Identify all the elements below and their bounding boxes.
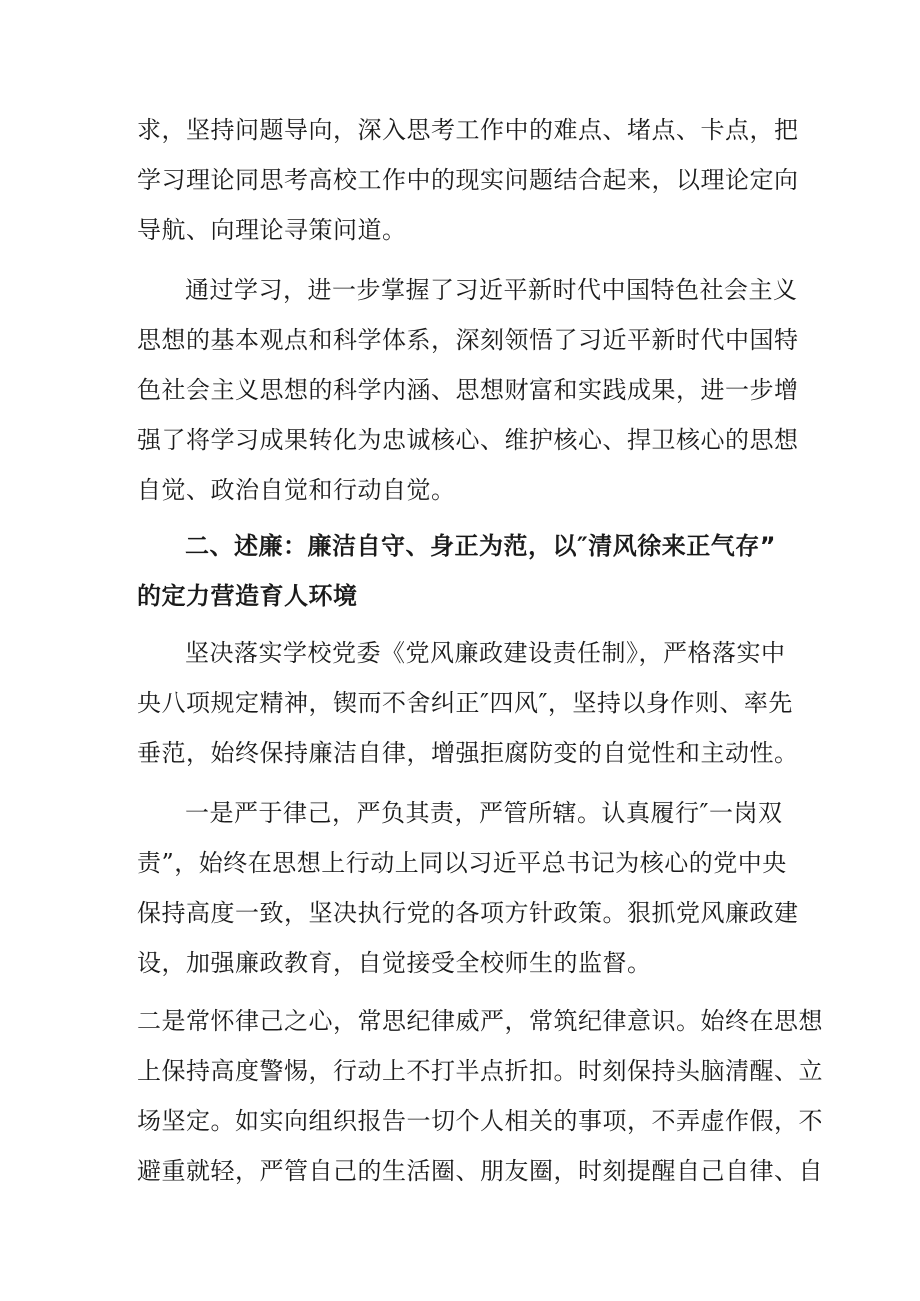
text-line: 一是严于律己，严负其责，严管所辖。认真履行″一岗双: [185, 799, 783, 827]
text-line: 场坚定。如实向组织报告一切个人相关的事项，不弄虚作假，不: [137, 1107, 823, 1135]
text-line: 保持高度一致，坚决执行党的各项方针政策。狠抓党风廉政建: [137, 899, 799, 927]
text-line: 色社会主义思想的科学内涵、思想财富和实践成果，进一步增: [137, 376, 799, 404]
paragraph-party-discipline: [137, 628, 799, 778]
text-line: 二是常怀律己之心，常思纪律威严，常筑纪律意识。始终在思想: [137, 1007, 823, 1035]
heading-line: 二、述廉：廉洁自守、身正为范，以″清风徐来正气存”: [185, 532, 776, 560]
text-line: 设，加强廉政教育，自觉接受全校师生的监督。: [137, 949, 652, 977]
paragraph-study-results: [137, 265, 799, 515]
text-line: 央八项规定精神，锲而不舍纠正″四风″，坚持以身作则、率先: [137, 689, 793, 717]
text-line: 坚决落实学校党委《党风廉政建设责任制》，严格落实中: [185, 639, 786, 667]
section-heading: [137, 521, 782, 621]
text-line: 导航、向理论寻策问道。: [137, 216, 407, 244]
paragraph-self-discipline: [137, 788, 799, 988]
text-line: 通过学习，进一步掌握了习近平新时代中国特色社会主义: [185, 276, 798, 304]
paragraph-discipline-awareness: [137, 996, 823, 1196]
text-line: 求，坚持问题导向，深入思考工作中的难点、堵点、卡点，把: [137, 116, 799, 144]
text-line: 强了将学习成果转化为忠诚核心、维护核心、捍卫核心的思想: [137, 426, 799, 454]
text-line: 避重就轻，严管自己的生活圈、朋友圈，时刻提醒自己自律、自: [137, 1157, 823, 1185]
text-line: 学习理论同思考高校工作中的现实问题结合起来，以理论定向: [137, 166, 799, 194]
text-line: 垂范，始终保持廉洁自律，增强拒腐防变的自觉性和主动性。: [137, 739, 799, 767]
text-line: 思想的基本观点和科学体系，深刻领悟了习近平新时代中国特: [137, 326, 799, 354]
heading-line: 的定力营造育人环境: [137, 582, 358, 610]
text-line: 上保持高度警惕，行动上不打半点折扣。时刻保持头脑清醒、立: [137, 1057, 823, 1085]
text-line: 自觉、政治自觉和行动自觉。: [137, 476, 456, 504]
paragraph-study-problems: [137, 105, 799, 255]
text-line: 责”，始终在思想上行动上同以习近平总书记为核心的党中央: [137, 849, 787, 877]
